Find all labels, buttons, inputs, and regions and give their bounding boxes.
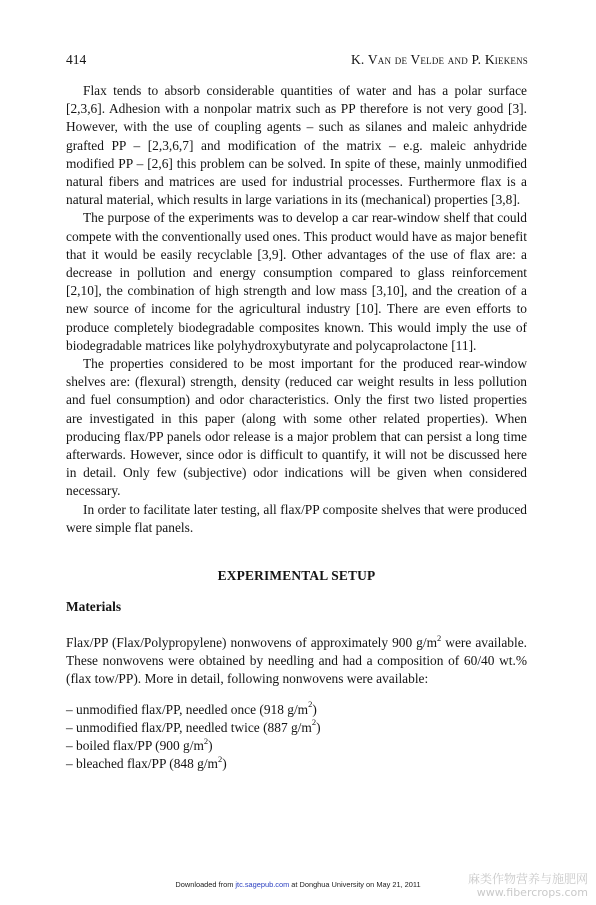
- list-item-text: – unmodified flax/PP, needled twice (887 g/m: [66, 719, 312, 735]
- list-item-superscript: 2: [203, 735, 209, 746]
- list-item-text: – unmodified flax/PP, needled once (918 g/m: [66, 701, 309, 717]
- list-item-tail: ): [316, 719, 321, 735]
- watermark-title: 麻类作物营养与施肥网: [467, 872, 588, 886]
- page-number: 414: [66, 52, 87, 67]
- list-item-tail: ): [312, 701, 317, 717]
- running-head-initial-1: K: [350, 52, 361, 67]
- page-body: [66, 82, 527, 774]
- footer-prefix: Downloaded from: [175, 880, 236, 889]
- footer-suffix: at Donghua University on May 21, 2011: [289, 880, 421, 889]
- running-head-rest-1: . Van de Velde and P.: [360, 52, 482, 67]
- list-item: [66, 737, 527, 755]
- materials-superscript: 2: [437, 632, 442, 643]
- site-watermark: [468, 872, 588, 900]
- materials-text-end: were available. These nonwovens were obtained by needling and had a composition of 60/40 wt.% (flax tow/PP). More in detail, following nonwovens were available:: [66, 635, 527, 687]
- materials-text-start: Flax/PP (Flax/Polypropylene) nonwovens of approximately 900 g/m: [66, 635, 438, 651]
- list-item-tail: ): [208, 738, 213, 754]
- list-item-superscript: 2: [217, 753, 223, 764]
- paragraph-materials: [66, 634, 527, 689]
- list-item-text: – bleached flax/PP (848 g/m: [66, 756, 218, 772]
- paragraph-flax-properties: Flax tends to absorb considerable quantities of water and has a polar surface [2,3,6]. Adhesion with a nonpolar matrix such as PP therefore is not very good [3]. However, with the use of coupling agents – such as silanes and maleic anhydride grafted PP – [2,3,6,7] and modification of the matrix – e.g. maleic anhydride modified PP – [2,6] this problem can be solved. In spite of these, mainly unmodified natural fibers and matrices are used for industrial processes. Furthermore flax is a natural material, which results in large variations in its (mechanical) properties [3,8].: [66, 83, 527, 208]
- paragraph-properties: The properties considered to be most important for the produced rear-window shelves are: (flexural) strength, density (reduced car weight results in less pollution and fuel consumption) and odor characteristics. Only the first two listed properties are investigated in this paper (along with some other related properties). When producing flax/PP panels odor release is a major problem that can persist a long time afterwards. However, since odor is difficult to quantify, it will not be discussed here in detail. Only few (subjective) odor indications will be given when considered necessary.: [66, 356, 527, 499]
- list-item: [66, 701, 527, 719]
- footer-link[interactable]: jtc.sagepub.com: [235, 880, 290, 889]
- subsection-heading: Materials: [66, 599, 122, 615]
- running-head-initial-2: K: [484, 52, 495, 67]
- list-item-superscript: 2: [308, 699, 313, 710]
- page-header: [66, 50, 528, 70]
- section-heading: EXPERIMENTAL SETUP: [217, 568, 376, 584]
- list-item-text: – boiled flax/PP (900 g/m: [66, 738, 204, 754]
- watermark-url: www.fibercrops.com: [476, 886, 588, 899]
- running-head-rest-2: iekens: [494, 52, 528, 67]
- list-item-superscript: 2: [311, 717, 317, 728]
- nonwoven-list: [66, 701, 527, 774]
- list-item: [66, 755, 527, 773]
- list-item-tail: ): [222, 756, 227, 772]
- paragraph-purpose: The purpose of the experiments was to develop a car rear-window shelf that could compete with the conventionally used ones. This product would have as major benefit that it would be easily recyclable [3,9]. Other advantages of the use of flax are: a decrease in pollution and energy consumption compared to glass reinforcement [2,10], the combination of high strength and low mass [3,10], and the creation of a new source of income for the agricultural industry [10]. There are even efforts to produce completely biodegradable composites known. This would imply the use of biodegradable matrices like polyhydroxybutyrate and polycaprolactone [11].: [66, 210, 527, 353]
- paragraph-flat-panels: In order to facilitate later testing, all flax/PP composite shelves that were produced were simple flat panels.: [66, 501, 527, 535]
- list-item: [66, 719, 527, 737]
- running-head: [351, 50, 528, 70]
